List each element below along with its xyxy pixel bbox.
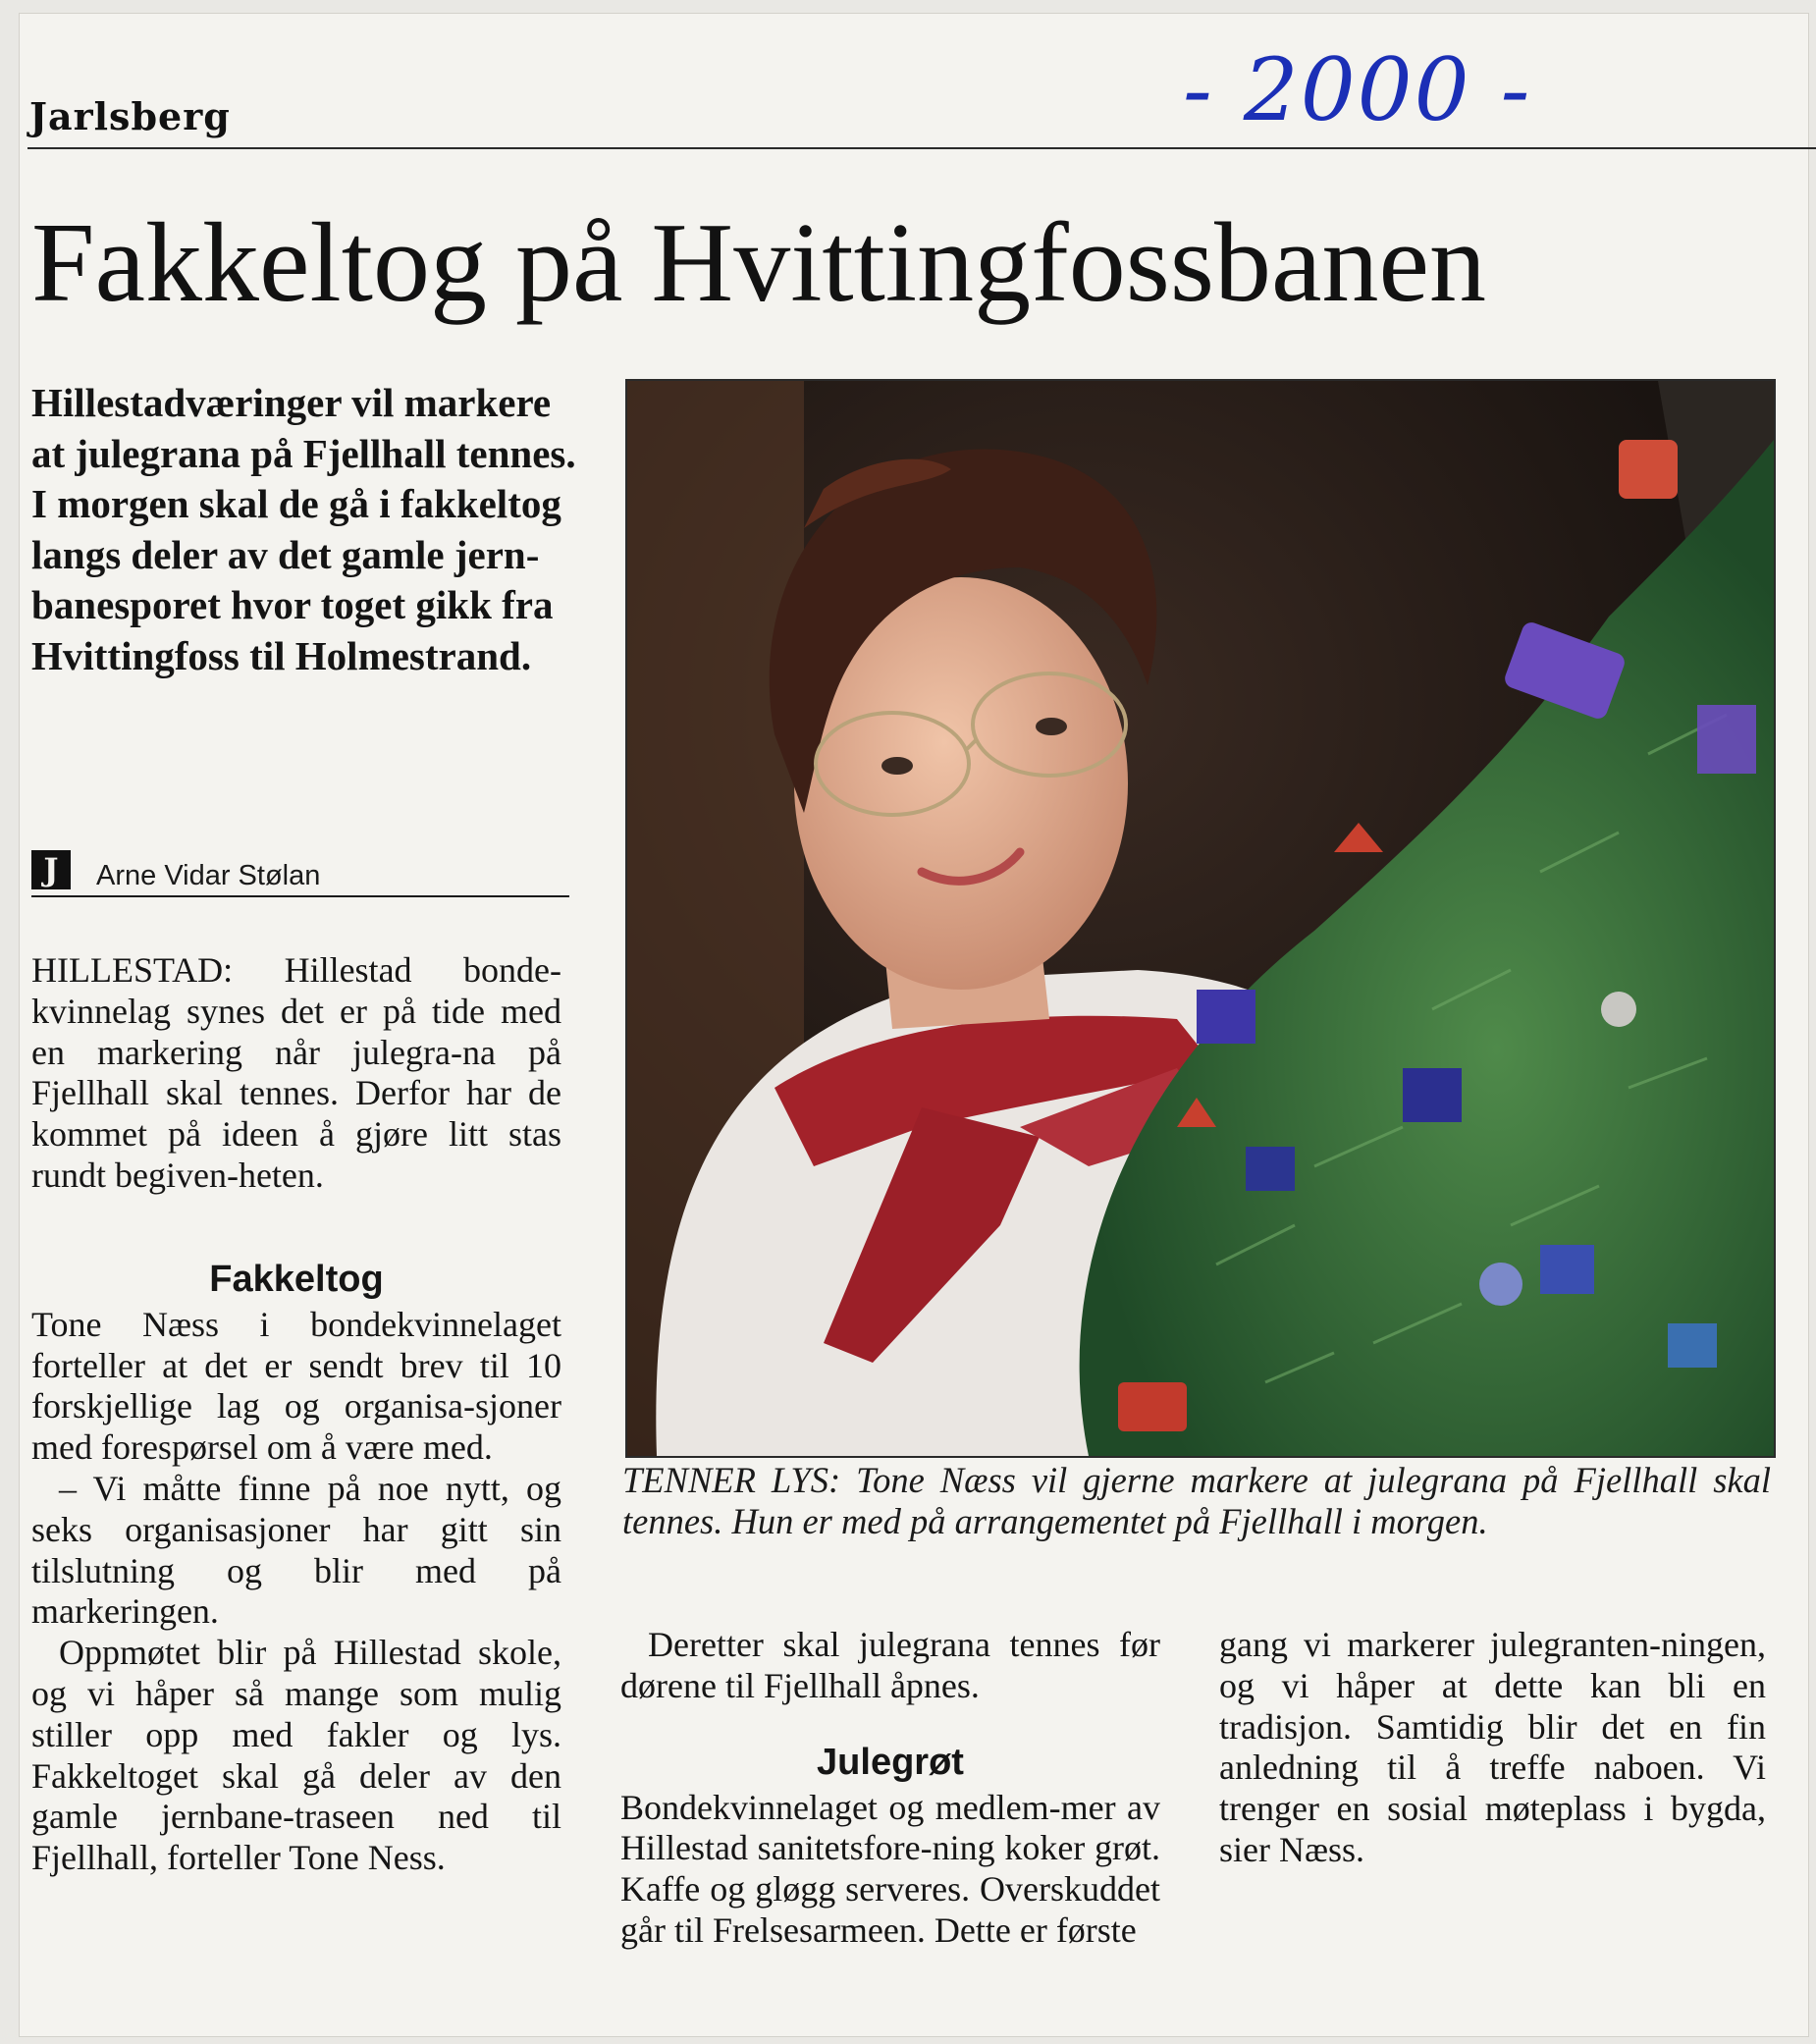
article-column-2 [620,1625,1160,1952]
body-paragraph: – Vi måtte finne på noe nytt, og seks organisasjoner har gitt sin tilslutning og blir med på markeringen. [31,1468,561,1632]
byline [31,850,569,897]
body-paragraph: Deretter skal julegrana tennes før dørene til Fjellhall åpnes. [620,1625,1160,1705]
photo-woman-christmas-tree [627,381,1774,1456]
article-headline: Fakkeltog på Hvittingfossbanen [31,200,1487,326]
caption-lead: TENNER LYS: [622,1460,841,1500]
body-paragraph: Oppmøtet blir på Hillestad skole, og vi håper så mange som mulig stiller opp med fakler og lys. Fakkeltoget skal gå deler av den gamle jernbane-traseen ned til Fjellhall, forteller Tone Ness. [31,1633,561,1878]
photo-caption [622,1460,1771,1542]
body-paragraph: Tone Næss i bondekvinnelaget forteller at det er sendt brev til 10 forskjellige lag og organisa-sjoner med forespørsel om å være med. [31,1304,561,1468]
article-column-3 [1219,1625,1766,1871]
article-photo [625,379,1776,1458]
article-column-1 [31,950,561,1879]
handwritten-year-note: - 2000 - [1183,39,1532,140]
subheading-julegrot: Julegrøt [817,1741,964,1783]
body-paragraph: HILLESTAD: Hillestad bonde-kvinnelag synes det er på tide med en markering når julegra-na på Fjellhall skal tennes. Derfor har de kommet på ideen å gjøre litt stas rundt begiven-heten. [31,950,561,1195]
caption-text: Tone Næss vil gjerne markere at julegrana på Fjellhall skal tennes. Hun er med på arrangementet på Fjellhall i morgen. [622,1460,1771,1541]
subheading-fakkeltog: Fakkeltog [209,1258,384,1300]
newspaper-logo-icon: J [31,850,71,889]
publication-masthead: Jarlsberg [29,94,231,138]
byline-author: Arne Vidar Stølan [96,860,321,891]
body-paragraph: Bondekvinnelaget og medlem-mer av Hillestad sanitetsfore-ning koker grøt. Kaffe og gløgg serveres. Overskuddet går til Frelsesarmeen. Dette er første [620,1787,1160,1950]
article-ingress: Hillestadværinger vil markere at julegrana på Fjellhall tennes. I morgen skal de gå i fakkeltog langs deler av det gamle jern-banesporet hvor toget gikk fra Hvittingfoss til Holmestrand. [31,380,576,678]
body-paragraph: gang vi markerer julegranten-ningen, og vi håper at dette kan bli en tradisjon. Samtidig blir det en fin anledning til å treffe naboen. Vi trenger en sosial møteplass i bygda, sier Næss. [1219,1625,1766,1869]
masthead-rule [27,147,1816,149]
